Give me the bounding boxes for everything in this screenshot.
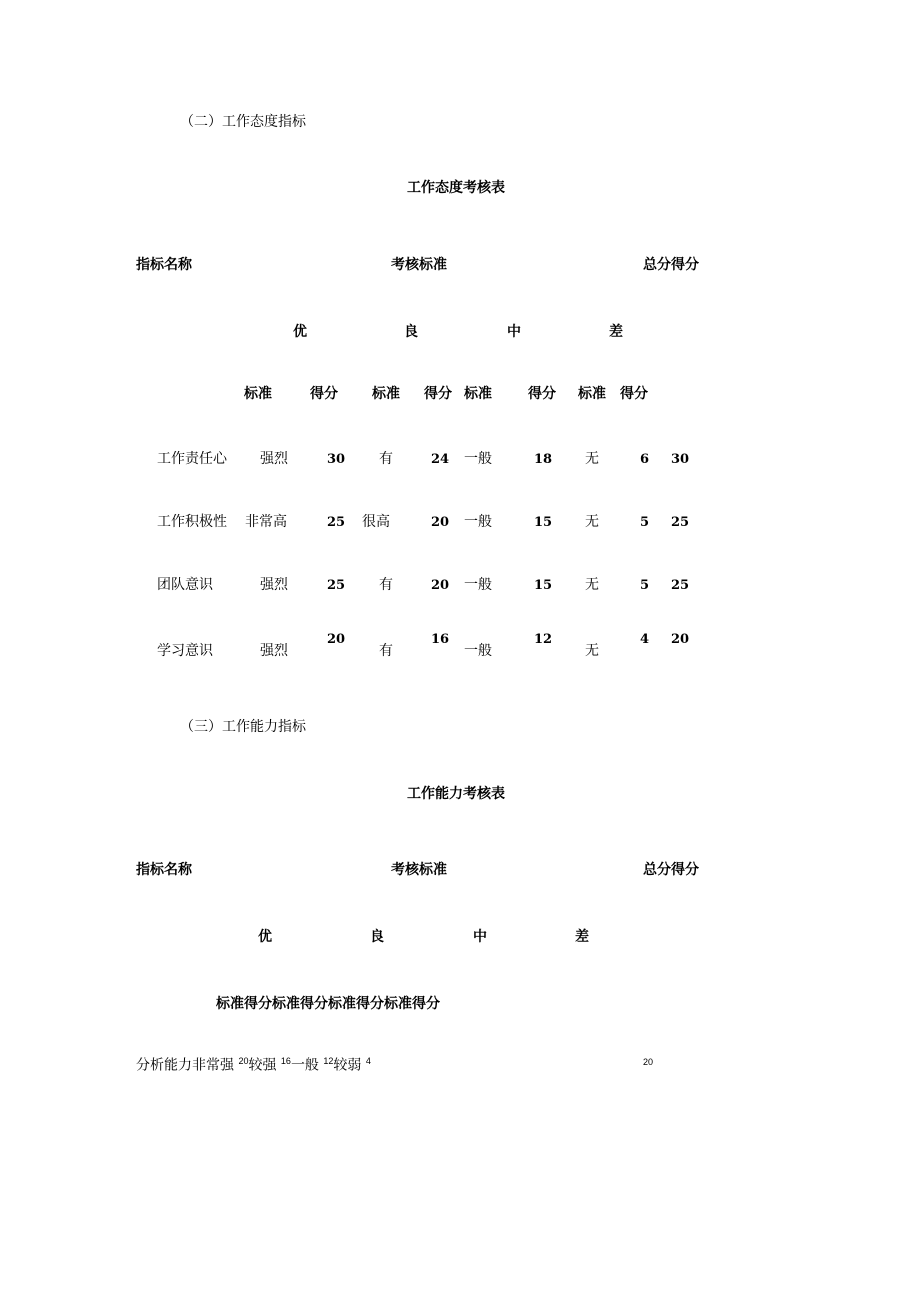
total-score: 25 — [671, 515, 690, 530]
average-score: 12 — [323, 1056, 334, 1066]
good-standard: 有 — [379, 577, 393, 593]
excellent-score: 30 — [327, 452, 346, 467]
header-criteria: 考核标准 — [391, 257, 447, 273]
excellent-standard: 非常强 — [192, 1057, 234, 1074]
good-standard: 很高 — [362, 514, 390, 530]
level-average: 中 — [507, 324, 521, 340]
good-standard: 较强 — [248, 1057, 277, 1074]
level-good: 良 — [404, 324, 418, 340]
excellent-score: 20 — [238, 1056, 249, 1066]
subheader-score: 得分 — [424, 386, 452, 402]
poor-standard: 无 — [585, 577, 599, 593]
poor-score: 6 — [640, 452, 650, 467]
poor-standard: 无 — [585, 514, 599, 530]
poor-standard: 无 — [585, 643, 599, 659]
excellent-standard: 强烈 — [260, 577, 288, 593]
header-total: 总分得分 — [643, 862, 699, 878]
level-excellent: 优 — [258, 929, 272, 945]
section-heading-2: （二）工作态度指标 — [180, 114, 306, 130]
section-heading-3: （三）工作能力指标 — [180, 719, 306, 735]
table-title-attitude: 工作态度考核表 — [407, 180, 505, 196]
poor-score: 5 — [640, 515, 650, 530]
average-standard: 一般 — [464, 451, 492, 467]
subheader-standard: 标准 — [578, 386, 606, 402]
level-average: 中 — [473, 929, 487, 945]
average-score: 15 — [534, 515, 553, 530]
good-score: 16 — [431, 632, 450, 647]
average-score: 12 — [534, 632, 553, 647]
row-name: 工作责任心 — [157, 451, 227, 467]
poor-score: 4 — [365, 1056, 371, 1066]
total-score: 20 — [643, 1057, 654, 1067]
level-good: 良 — [370, 929, 384, 945]
poor-standard: 无 — [585, 451, 599, 467]
subheader-standard: 标准 — [464, 386, 492, 402]
row-name: 团队意识 — [157, 577, 213, 593]
poor-score: 5 — [640, 578, 650, 593]
header-name: 指标名称 — [136, 862, 192, 878]
header-criteria: 考核标准 — [391, 862, 447, 878]
good-score: 24 — [431, 452, 450, 467]
table-title-ability: 工作能力考核表 — [407, 786, 505, 802]
average-score: 15 — [534, 578, 553, 593]
header-total: 总分得分 — [643, 257, 699, 273]
average-standard: 一般 — [464, 514, 492, 530]
level-poor: 差 — [575, 929, 589, 945]
subheader-standard: 标准 — [372, 386, 400, 402]
level-poor: 差 — [609, 324, 623, 340]
level-excellent: 优 — [293, 324, 307, 340]
total-score: 30 — [671, 452, 690, 467]
poor-standard: 较弱 — [333, 1057, 362, 1074]
row-name: 工作积极性 — [157, 514, 227, 530]
poor-score: 4 — [640, 632, 650, 647]
total-score: 20 — [671, 632, 690, 647]
good-score: 16 — [280, 1056, 291, 1066]
subheader-score: 得分 — [310, 386, 338, 402]
table-row — [136, 1057, 371, 1073]
average-standard: 一般 — [464, 643, 492, 659]
total-score: 25 — [671, 578, 690, 593]
subheader-standard: 标准 — [244, 386, 272, 402]
excellent-standard: 非常高 — [245, 514, 287, 530]
excellent-score: 25 — [327, 578, 346, 593]
good-score: 20 — [431, 578, 450, 593]
subheader-score: 得分 — [620, 386, 648, 402]
excellent-score: 20 — [327, 632, 346, 647]
average-standard: 一般 — [464, 577, 492, 593]
good-score: 20 — [431, 515, 450, 530]
average-standard: 一般 — [290, 1057, 319, 1074]
good-standard: 有 — [379, 643, 393, 659]
header-name: 指标名称 — [136, 257, 192, 273]
excellent-standard: 强烈 — [260, 451, 288, 467]
subheader-line: 标准得分标准得分标准得分标准得分 — [216, 996, 440, 1012]
row-name: 分析能力 — [136, 1057, 192, 1074]
row-name: 学习意识 — [157, 643, 213, 659]
average-score: 18 — [534, 452, 553, 467]
good-standard: 有 — [379, 451, 393, 467]
excellent-standard: 强烈 — [260, 643, 288, 659]
excellent-score: 25 — [327, 515, 346, 530]
subheader-score: 得分 — [528, 386, 556, 402]
